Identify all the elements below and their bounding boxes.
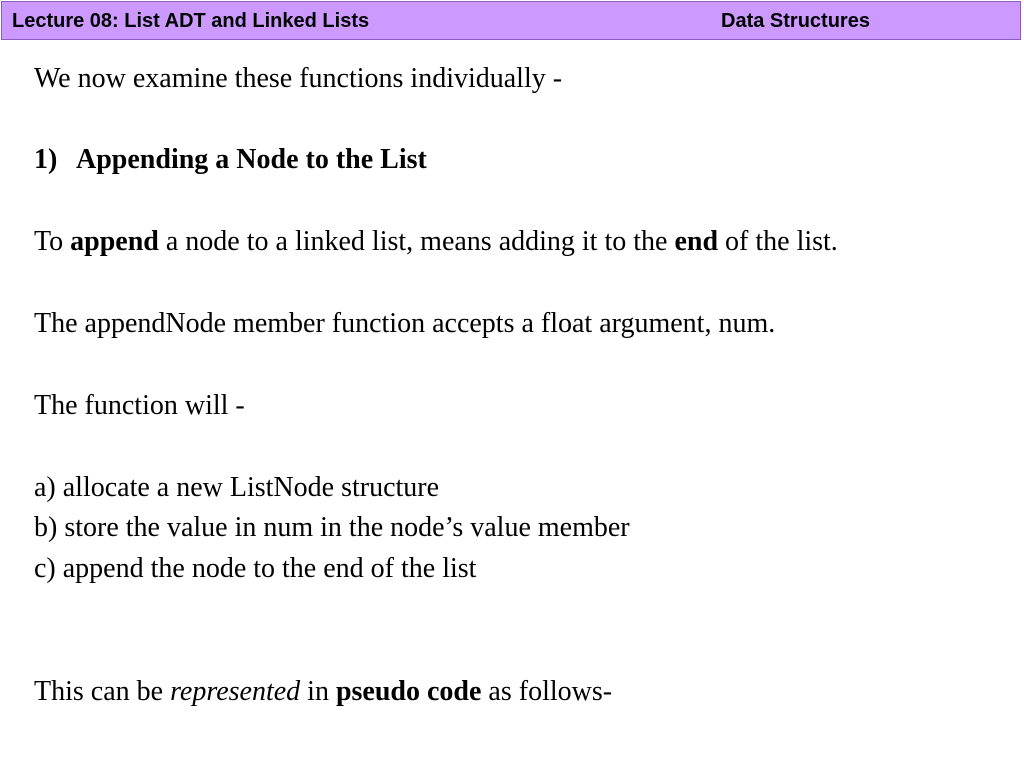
pseudo-code-intro (34, 676, 612, 708)
pseudo-code-keyword: pseudo code (335, 676, 482, 707)
slide-header (1, 1, 1021, 40)
append-definition (34, 226, 838, 258)
section-heading (34, 144, 427, 176)
section-number: 1) (34, 144, 58, 175)
end-keyword: end (674, 226, 719, 257)
pseudo-part3: as follows- (481, 676, 613, 707)
function-will-text: The function will - (34, 390, 245, 421)
intro-text: We now examine these functions individually - (34, 63, 563, 94)
append-def-part2: a node to a linked list, means adding it to the (158, 226, 675, 257)
step-item: a) allocate a new ListNode structure (34, 472, 440, 503)
append-keyword: append (70, 226, 159, 257)
course-title: Data Structures (721, 10, 870, 32)
append-def-part3: of the list. (718, 226, 838, 257)
section-title: Appending a Node to the List (76, 144, 427, 175)
lecture-title: Lecture 08: List ADT and Linked Lists (12, 10, 370, 32)
append-def-part1: To (34, 226, 71, 257)
pseudo-part1: This can be (34, 676, 171, 707)
step-item: c) append the node to the end of the list (34, 553, 477, 584)
represented-word: represented (170, 676, 301, 707)
appendnode-description: The appendNode member function accepts a float argument, num. (34, 308, 776, 339)
step-item: b) store the value in num in the node’s value member (34, 512, 630, 543)
pseudo-part2: in (300, 676, 336, 707)
